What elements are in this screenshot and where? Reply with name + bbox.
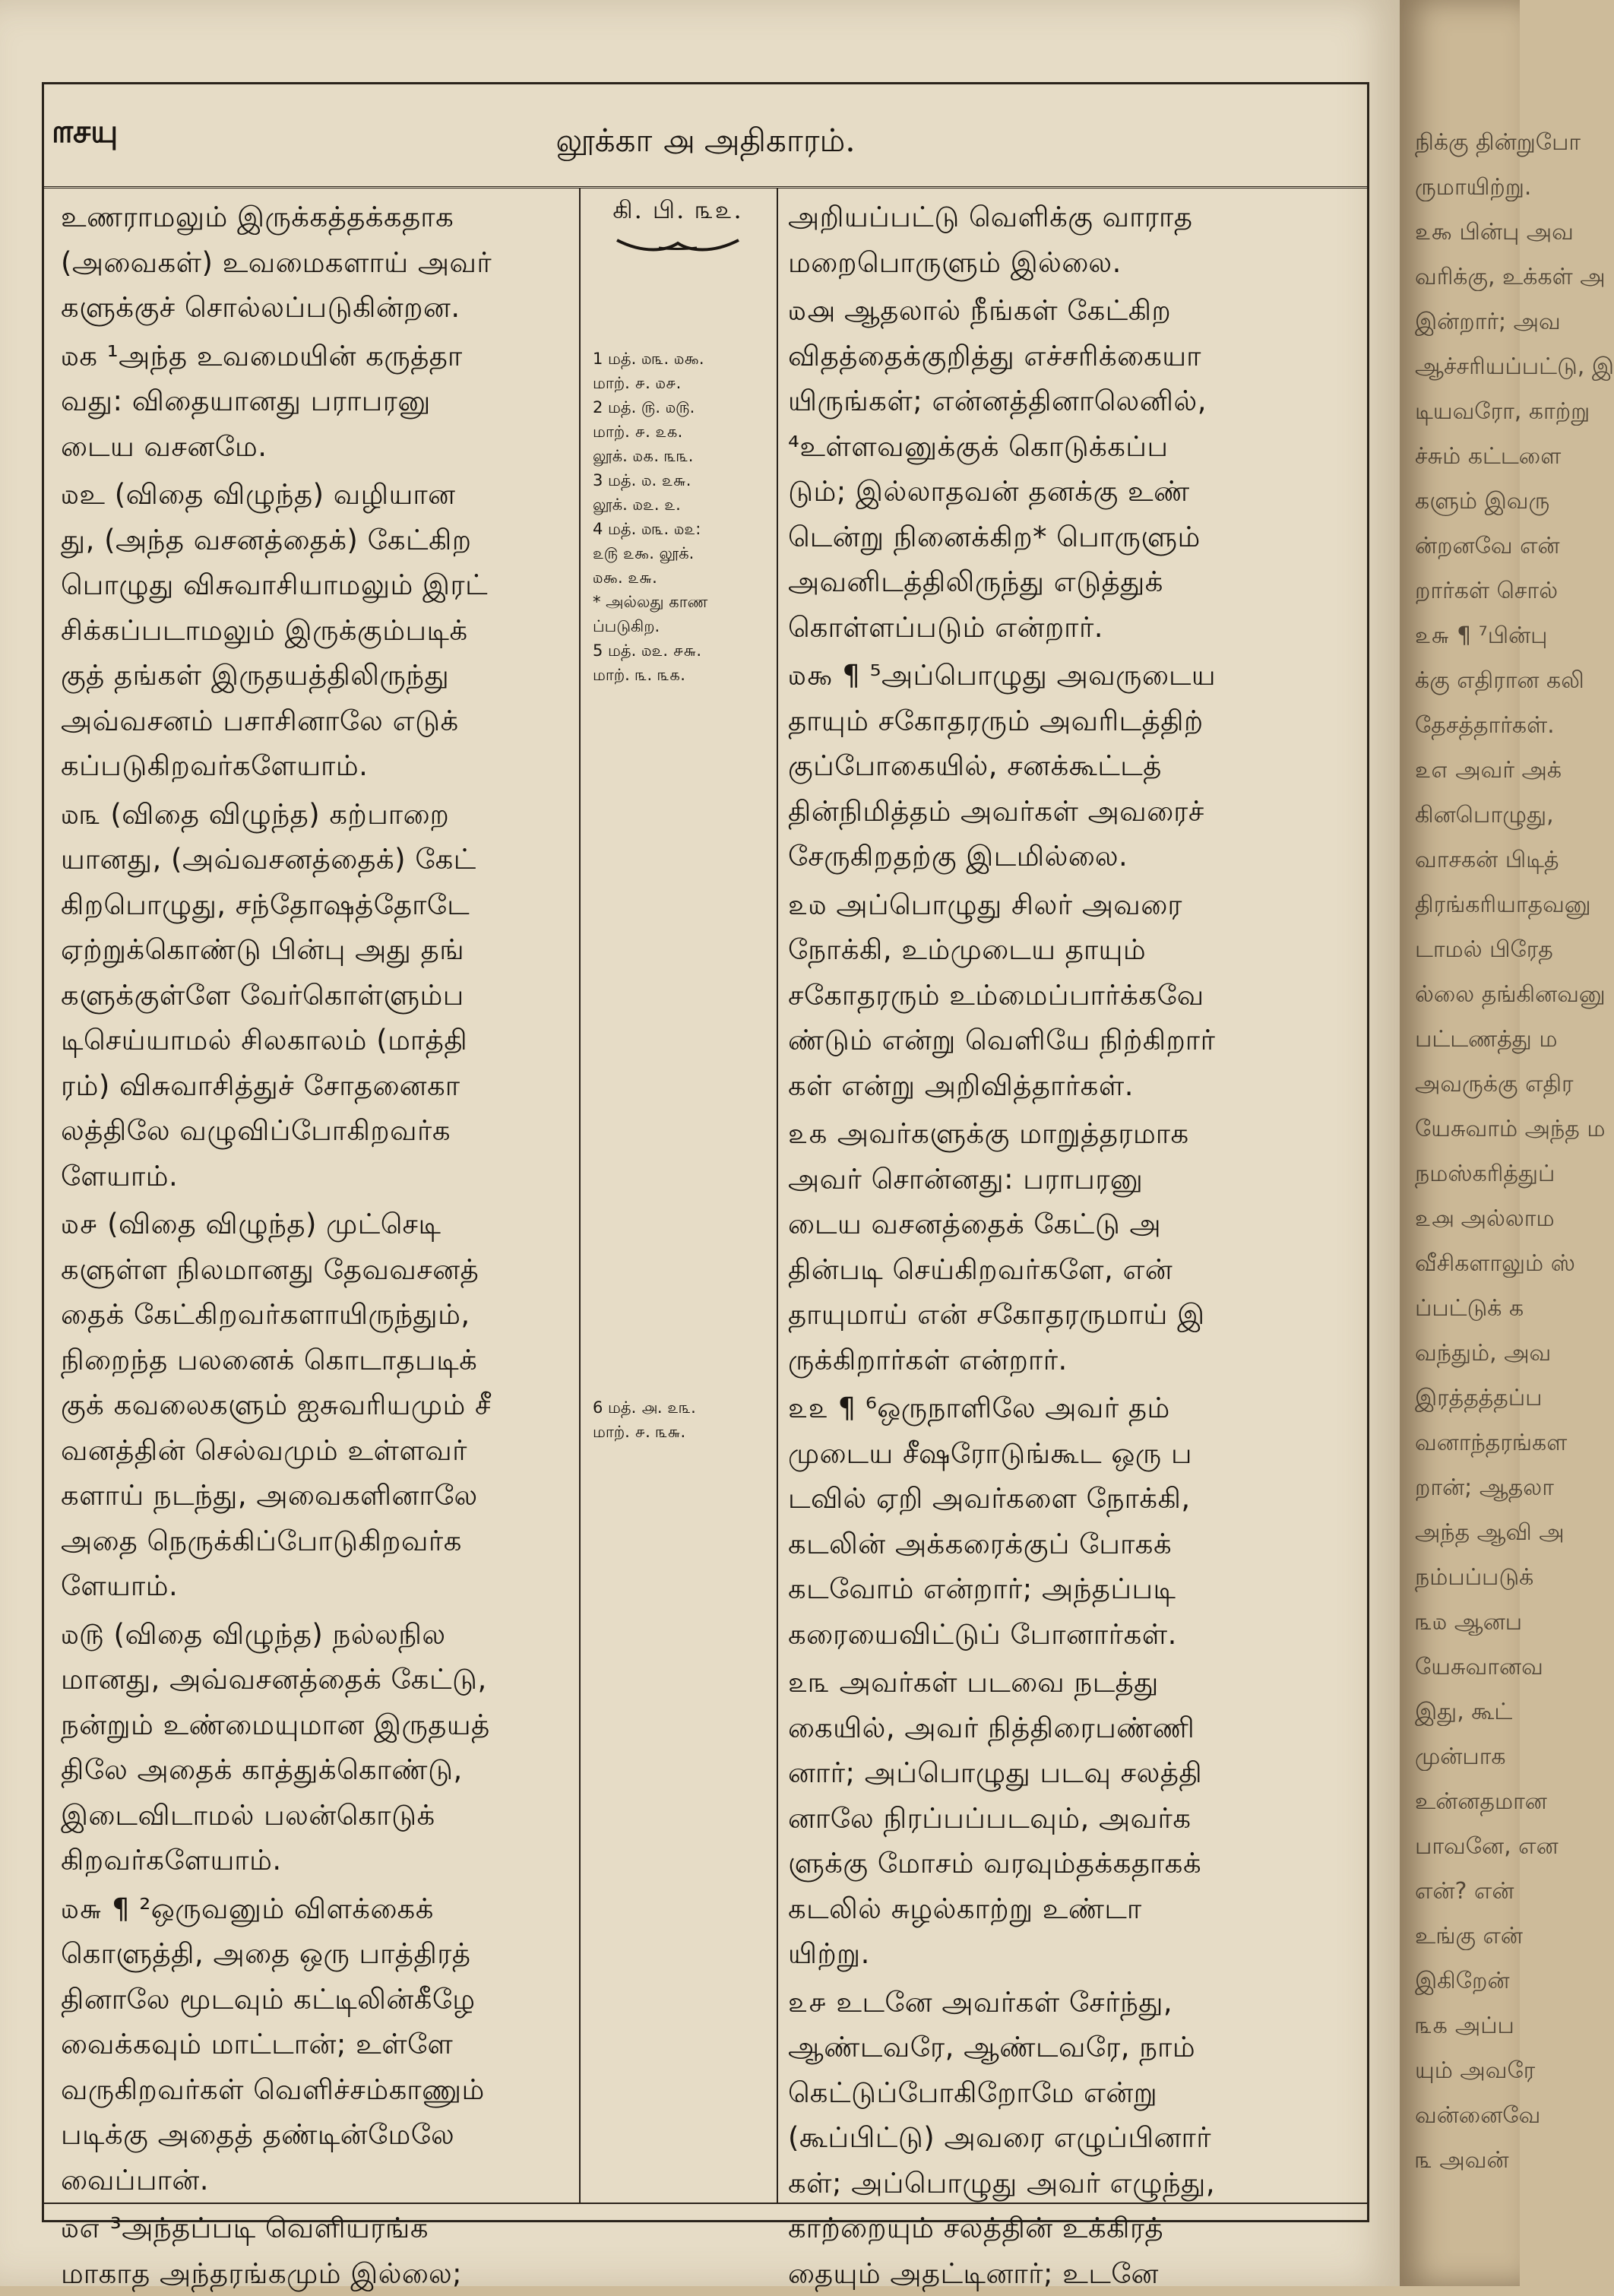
text-line: யிருங்கள்; என்னத்தினாலெனில், [788,378,1305,424]
facing-page-line: ௨௯ பின்பு அவ [1415,219,1574,249]
text-line: லத்திலே வழுவிப்போகிறவர்க [61,1108,578,1154]
reference-line: 2 மத். ௫. ௰௫. [593,395,764,420]
text-line: இடைவிடாமல் பலன்கொடுக் [61,1793,578,1838]
text-line: மானது, அவ்வசனத்தைக் கேட்டு, [61,1657,578,1702]
facing-page-line: திரங்கரியாதவனு [1415,891,1591,921]
facing-page-line: றான்; ஆதலா [1415,1474,1554,1504]
text-line: கடவோம் என்றார்; அந்தப்படி [788,1566,1305,1612]
reference-line: லூக். ௰௧. ௩௩. [593,444,764,468]
facing-page-line: இன்றார்; அவ [1415,309,1561,338]
facing-page-line: ௩ அவன் [1415,2147,1509,2177]
text-line: டைய வசனத்தைக் கேட்டு அ [788,1202,1305,1247]
text-line: தின்நிமித்தம் அவர்கள் அவரைச் [788,789,1305,834]
facing-page-line: ச்சும் கட்டளை [1415,443,1561,473]
verse-paragraph [788,882,1305,1109]
verse-paragraph [61,1612,578,1883]
verse-paragraph [61,1886,578,2203]
text-line: நிறைந்த பலனைக் கொடாதபடிக் [61,1338,578,1383]
text-line: டவில் ஏறி அவர்களை நோக்கி, [788,1476,1305,1522]
text-line: மாகாத அந்தரங்கமும் இல்லை; [61,2251,578,2296]
facing-page-line: ௨௬ ¶ ⁷பின்பு [1415,622,1548,652]
text-line: ௰௬ ¶ ²ஒருவனும் விளக்கைக் [61,1886,578,1932]
text-line: டும்; இல்லாதவன் தனக்கு உண் [788,469,1305,515]
text-line: அவர் சொன்னது: பராபரனு [788,1157,1305,1202]
facing-page-line: டாமல் பிரேத [1415,936,1553,966]
facing-page-line: வன்னைவே [1415,2102,1540,2132]
text-line: கெட்டுப்போகிறோமே என்று [788,2070,1305,2116]
text-line: ௨௧ அவர்களுக்கு மாறுத்தரமாக [788,1111,1305,1157]
text-line: ⁴உள்ளவனுக்குக் கொடுக்கப்ப [788,424,1305,470]
facing-page-line: உங்கு என் [1415,1923,1523,1952]
facing-page-line: யேசுவானவ [1415,1654,1543,1683]
facing-page-line: ப்பட்டுக் க [1415,1295,1524,1325]
text-line: ௰௭ ³அந்தப்படி வெளியரங்க [61,2206,578,2251]
cross-references-top [593,347,764,687]
text-line: டைய வசனமே. [61,424,578,470]
text-line: களுக்குச் சொல்லப்படுகின்றன. [61,285,578,331]
reference-line: மாற். ௪. ௨௧. [593,420,764,444]
facing-page-line: ௨௮ அல்லாம [1415,1205,1555,1235]
verse-paragraph [788,195,1305,285]
verse-paragraph [788,1660,1305,1977]
text-line: அதை நெருக்கிப்போடுகிறவர்க [61,1519,578,1564]
text-line: ௰௫ (விதை விழுந்த) நல்லநில [61,1612,578,1658]
text-line: குப்போகையில், சனக்கூட்டத் [788,743,1305,789]
text-line: ௰௮ ஆதலால் நீங்கள் கேட்கிற [788,288,1305,334]
ornament-icon [613,234,742,257]
text-line: நன்றும் உண்மையுமான இருதயத் [61,1702,578,1748]
text-line: குக் கவலைகளும் ஐசுவரியமும் சீ [61,1382,578,1428]
text-line: உணராமலும் இருக்கத்தக்கதாக [61,195,578,240]
text-line: வனத்தின் செல்வமும் உள்ளவர் [61,1428,578,1474]
text-line: தின்படி செய்கிறவர்களே, என் [788,1247,1305,1293]
facing-page-line: வீசிகளாலும் ஸ் [1415,1250,1575,1280]
text-line: கொள்ளப்படும் என்றார். [788,605,1305,651]
text-line: திலே அதைக் காத்துக்கொண்டு, [61,1747,578,1793]
facing-page-line: என்? என் [1415,1878,1514,1908]
text-line: களுக்குள்ளே வேர்கொள்ளும்ப [61,973,578,1018]
facing-page-line: நம்பப்படுக் [1415,1564,1533,1594]
text-line: ௨௰ அப்பொழுது சிலர் அவரை [788,882,1305,928]
text-line: குத் தங்கள் இருதயத்திலிருந்து [61,653,578,698]
text-line: மறைபொருளும் இல்லை. [788,240,1305,286]
facing-page-edge [1400,0,1520,2286]
text-line: னார்; அப்பொழுது படவு சலத்தி [788,1750,1305,1796]
facing-page-line: வரிக்கு, உக்கள் அ [1415,264,1606,293]
text-line: (அவைகள்) உவமைகளாய் அவர் [61,240,578,286]
facing-page-line: கினபொழுது, [1415,802,1554,831]
reference-line: ப்படுகிற. [593,614,764,638]
text-line: கையில், அவர் நித்திரைபண்ணி [788,1705,1305,1751]
page-number: ௱சயு [52,112,118,154]
text-line: கொளுத்தி, அதை ஒரு பாத்திரத் [61,1931,578,1977]
reference-column [587,195,769,2201]
facing-page-line: ல்லை தங்கினவனு [1415,981,1606,1011]
text-line: யானது, (அவ்வசனத்தைக்) கேட் [61,837,578,882]
facing-page-line: அந்த ஆவி அ [1415,1519,1565,1549]
facing-page-line: ருமாயிற்று. [1415,174,1531,204]
text-line: வைப்பான். [61,2158,578,2203]
reference-line: லூக். ௰௨. ௨. [593,492,764,517]
text-line: தினாலே மூடவும் கட்டிலின்கீழே [61,1977,578,2022]
reference-line: 6 மத். ௮. ௨௩. [593,1395,764,1420]
text-line: சேருகிறதற்கு இடமில்லை. [788,834,1305,879]
column-divider-left [579,188,581,2203]
facing-page-line: இரத்தத்தப்ப [1415,1385,1543,1414]
text-line: டென்று நினைக்கிற* பொருளும் [788,515,1305,560]
text-line: காற்றையும் சலத்தின் உக்கிரத் [788,2206,1305,2251]
reference-line: 5 மத். ௰௨. ௪௬. [593,638,764,663]
facing-page-line: ௩௰ ஆனப [1415,1609,1522,1639]
facing-page-line: இது, கூட் [1415,1699,1512,1728]
text-line: ௨௪ உடனே அவர்கள் சேர்ந்து, [788,1980,1305,2025]
reference-line: மாற். ௪. ௰௪. [593,371,764,395]
text-line: யிற்று. [788,1931,1305,1977]
text-line: ருக்கிறார்கள் என்றார். [788,1338,1305,1383]
reference-line: 1 மத். ௰௩. ௰௯. [593,347,764,371]
text-line: ஏற்றுக்கொண்டு பின்பு அது தங் [61,927,578,973]
text-line: அவனிடத்திலிருந்து எடுத்துக் [788,559,1305,605]
facing-page-line: பாவனே, என [1415,1833,1559,1863]
verse-paragraph [788,653,1305,879]
text-line: படிக்கு அதைத் தண்டின்மேலே [61,2112,578,2158]
text-line: தைக் கேட்கிறவர்களாயிருந்தும், [61,1292,578,1338]
text-line: (கூப்பிட்டு) அவரை எழுப்பினார் [788,2115,1305,2161]
text-column-right [788,195,1305,2201]
text-line: ௰௪ (விதை விழுந்த) முட்செடி [61,1202,578,1247]
facing-page-line: ௨௭ அவர் அக் [1415,757,1562,787]
verse-paragraph [61,1202,578,1609]
running-header [44,90,1367,187]
text-line: வது: விதையானது பராபரனு [61,378,578,424]
text-line: தாயும் சகோதரரும் அவரிடத்திற் [788,698,1305,744]
text-line: அவ்வசனம் பசாசினாலே எடுக் [61,698,578,744]
text-line: னாலே நிரப்பப்படவும், அவர்க [788,1796,1305,1842]
chapter-title: லூக்கா ௮ அதிகாரம். [44,122,1367,163]
cross-references-bottom [593,1395,764,1444]
facing-page-line: வாசகன் பிடித் [1415,847,1559,876]
text-line: ண்டும் என்று வெளியே நிற்கிறார் [788,1018,1305,1063]
facing-page-line: உன்னதமான [1415,1788,1547,1818]
text-line: கிறவர்களேயாம். [61,1838,578,1883]
text-line: ௨௩ அவர்கள் படவை நடத்து [788,1660,1305,1705]
text-line: கரையைவிட்டுப் போனார்கள். [788,1612,1305,1658]
text-line: து, (அந்த வசனத்தைக்) கேட்கிற [61,518,578,563]
text-line: ரம்) விசுவாசித்துச் சோதனைகா [61,1063,578,1109]
facing-page-line: தேசத்தார்கள். [1415,712,1555,742]
column-divider-right [777,188,778,2203]
verse-paragraph [788,1111,1305,1382]
facing-page-line: டியவரோ, காற்று [1415,398,1590,428]
text-line: நோக்கி, உம்முடைய தாயும் [788,927,1305,973]
text-line: ௰௩ (விதை விழுந்த) கற்பாறை [61,792,578,838]
text-line: களுள்ள நிலமானது தேவவசனத் [61,1247,578,1293]
text-column-left [61,195,578,2201]
year-heading: கி. பி. ௩௨. [587,195,769,225]
verse-paragraph [788,288,1305,650]
facing-page-line: க்கு எதிரான கலி [1415,667,1584,697]
text-line: சிக்கப்படாமலும் இருக்கும்படிக் [61,608,578,654]
reference-line: 3 மத். ௰. ௨௬. [593,468,764,492]
text-line: ளேயாம். [61,1563,578,1609]
text-line: வைக்கவும் மாட்டான்; உள்ளே [61,2022,578,2067]
facing-page-line: வந்தும், அவ [1415,1340,1551,1370]
verse-paragraph [61,792,578,1199]
facing-page-line: ௩௧ அப்ப [1415,2013,1514,2042]
verse-paragraph [61,472,578,789]
reference-line: ௨௫ ௨௯. லூக். [593,541,764,565]
verse-paragraph [788,1980,1305,2296]
facing-page-line: யேசுவாம் அந்த ம [1415,1116,1605,1145]
text-line: ௰க ¹அந்த உவமையின் கருத்தா [61,334,578,379]
facing-page-line: நிக்கு தின்றுபோ [1415,129,1581,159]
header-rule [44,186,1367,188]
text-line: ஆண்டவரே, ஆண்டவரே, நாம் [788,2025,1305,2070]
facing-page-line: நமஸ்கரித்துப் [1415,1161,1555,1190]
facing-page-line: அவருக்கு எதிர [1415,1071,1574,1100]
reference-line: * அல்லது காண [593,590,764,614]
text-line: களாய் நடந்து, அவைகளினாலே [61,1473,578,1519]
verse-paragraph [61,195,578,331]
verse-paragraph [788,1386,1305,1657]
facing-page-line: முன்பாக [1415,1743,1506,1773]
text-line: ௰உ (விதை விழுந்த) வழியான [61,472,578,518]
text-line: சகோதரரும் உம்மைப்பார்க்கவே [788,973,1305,1018]
text-line: ளேயாம். [61,1154,578,1199]
verse-paragraph [61,334,578,470]
text-line: ௰௯ ¶ ⁵அப்பொழுது அவருடைய [788,653,1305,698]
facing-page-line: யும் அவரே [1415,2057,1535,2087]
text-line: தாயுமாய் என் சகோதரருமாய் இ [788,1292,1305,1338]
text-line: வருகிறவர்கள் வெளிச்சம்காணும் [61,2067,578,2113]
reference-line: ௰௯. ௨௬. [593,565,764,590]
text-line: முடைய சீஷரோடுங்கூட ஒரு ப [788,1431,1305,1477]
text-line: கடலின் அக்கரைக்குப் போகக் [788,1522,1305,1567]
text-line: கப்படுகிறவர்களேயாம். [61,743,578,789]
reference-line: மாற். ௪. ௩௬. [593,1420,764,1444]
text-line: கடலில் சுழல்காற்று உண்டா [788,1886,1305,1932]
text-line: தையும் அதட்டினார்; உடனே [788,2251,1305,2296]
facing-page-line: வனாந்தரங்கள [1415,1430,1567,1459]
text-line: ளுக்கு மோசம் வரவும்தக்கதாகக் [788,1841,1305,1886]
facing-page-line: ஆச்சரியப்பட்டு, இ [1415,353,1614,383]
facing-page-line: பட்டணத்து ம [1415,1026,1558,1056]
facing-page-line: றார்கள் சொல் [1415,578,1558,607]
text-line: கள்; அப்பொழுது அவர் எழுந்து, [788,2161,1305,2206]
text-line: விதத்தைக்குறித்து எச்சரிக்கையா [788,334,1305,379]
text-line: பொழுது விசுவாசியாமலும் இரட் [61,562,578,608]
text-line: டிசெய்யாமல் சிலகாலம் (மாத்தி [61,1018,578,1063]
facing-page-line: ன்றனவே என் [1415,533,1560,562]
reference-line: மாற். ௩. ௩௧. [593,663,764,687]
text-line: ௨௨ ¶ ⁶ஒருநாளிலே அவர் தம் [788,1386,1305,1431]
facing-page-line: இகிறேன் [1415,1968,1510,1997]
text-line: அறியப்பட்டு வெளிக்கு வாராத [788,195,1305,240]
reference-line: 4 மத். ௰௩. ௰௨: [593,517,764,541]
text-line: கிறபொழுது, சந்தோஷத்தோடே [61,882,578,928]
facing-page-line: களும் இவரு [1415,488,1549,518]
verse-paragraph [61,2206,578,2296]
text-line: கள் என்று அறிவித்தார்கள். [788,1063,1305,1109]
